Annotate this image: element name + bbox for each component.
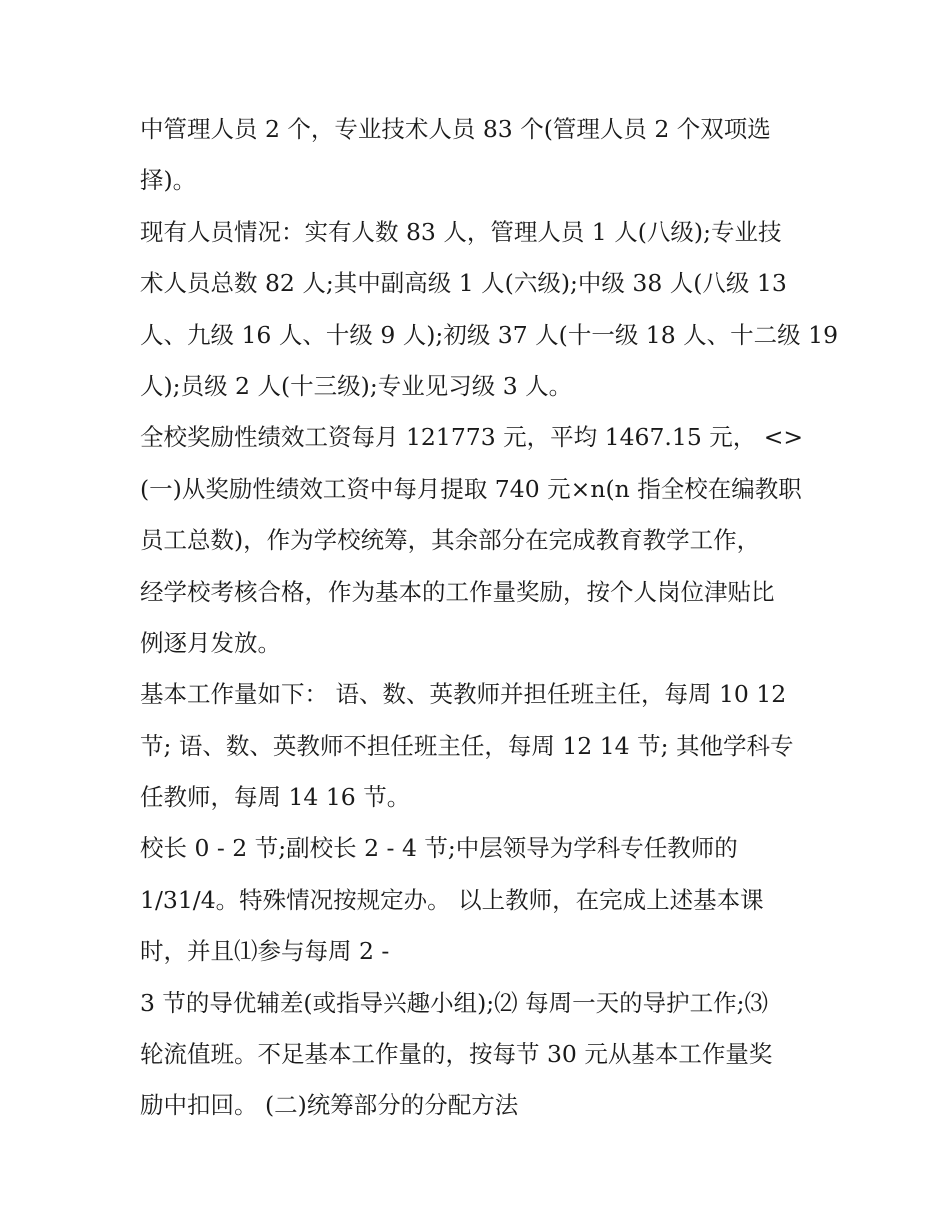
text-line: 1/31/4。特殊情况按规定办。 以上教师，在完成上述基本课 [140, 885, 764, 914]
text-line: 3 节的导优辅差(或指导兴趣小组);⑵ 每周一天的导护工作;⑶ [140, 988, 769, 1017]
text-line: 校长 0 - 2 节;副校长 2 - 4 节;中层领导为学科专任教师的 [140, 834, 738, 863]
text-line: 现有人员情况：实有人数 83 人，管理人员 1 人(八级);专业技 [140, 217, 782, 246]
text-line: 员工总数)，作为学校统筹，其余部分在完成教育教学工作， [140, 526, 761, 555]
text-line: 节; 语、数、英教师不担任班主任，每周 12 14 节; 其他学科专 [140, 731, 794, 760]
text-line: 基本工作量如下： 语、数、英教师并担任班主任，每周 10 12 [140, 680, 787, 709]
text-line: 轮流值班。不足基本工作量的，按每节 30 元从基本工作量奖 [140, 1040, 773, 1069]
text-line: (一)从奖励性绩效工资中每月提取 740 元×n(n 指全校在编教职 [140, 474, 802, 503]
document-body [140, 104, 839, 1132]
text-line: 经学校考核合格，作为基本的工作量奖励，按个人岗位津贴比 [140, 577, 775, 606]
text-line: 人);员级 2 人(十三级);专业见习级 3 人。 [140, 371, 573, 400]
text-line: 术人员总数 82 人;其中副高级 1 人(六级);中级 38 人(八级 13 [140, 269, 787, 298]
text-line: 时，并且⑴参与每周 2 - [140, 937, 390, 966]
text-line: 例逐月发放。 [140, 628, 281, 657]
text-line: 择)。 [140, 166, 197, 195]
text-line: 全校奖励性绩效工资每月 121773 元，平均 1467.15 元， <> [140, 423, 804, 452]
text-line: 任教师，每周 14 16 节。 [140, 783, 411, 812]
text-line: 人、九级 16 人、十级 9 人);初级 37 人(十一级 18 人、十二级 19 [140, 320, 839, 349]
text-line: 中管理人员 2 个，专业技术人员 83 个(管理人员 2 个双项选 [140, 115, 771, 143]
text-line: 励中扣回。 (二)统筹部分的分配方法 [140, 1091, 519, 1120]
